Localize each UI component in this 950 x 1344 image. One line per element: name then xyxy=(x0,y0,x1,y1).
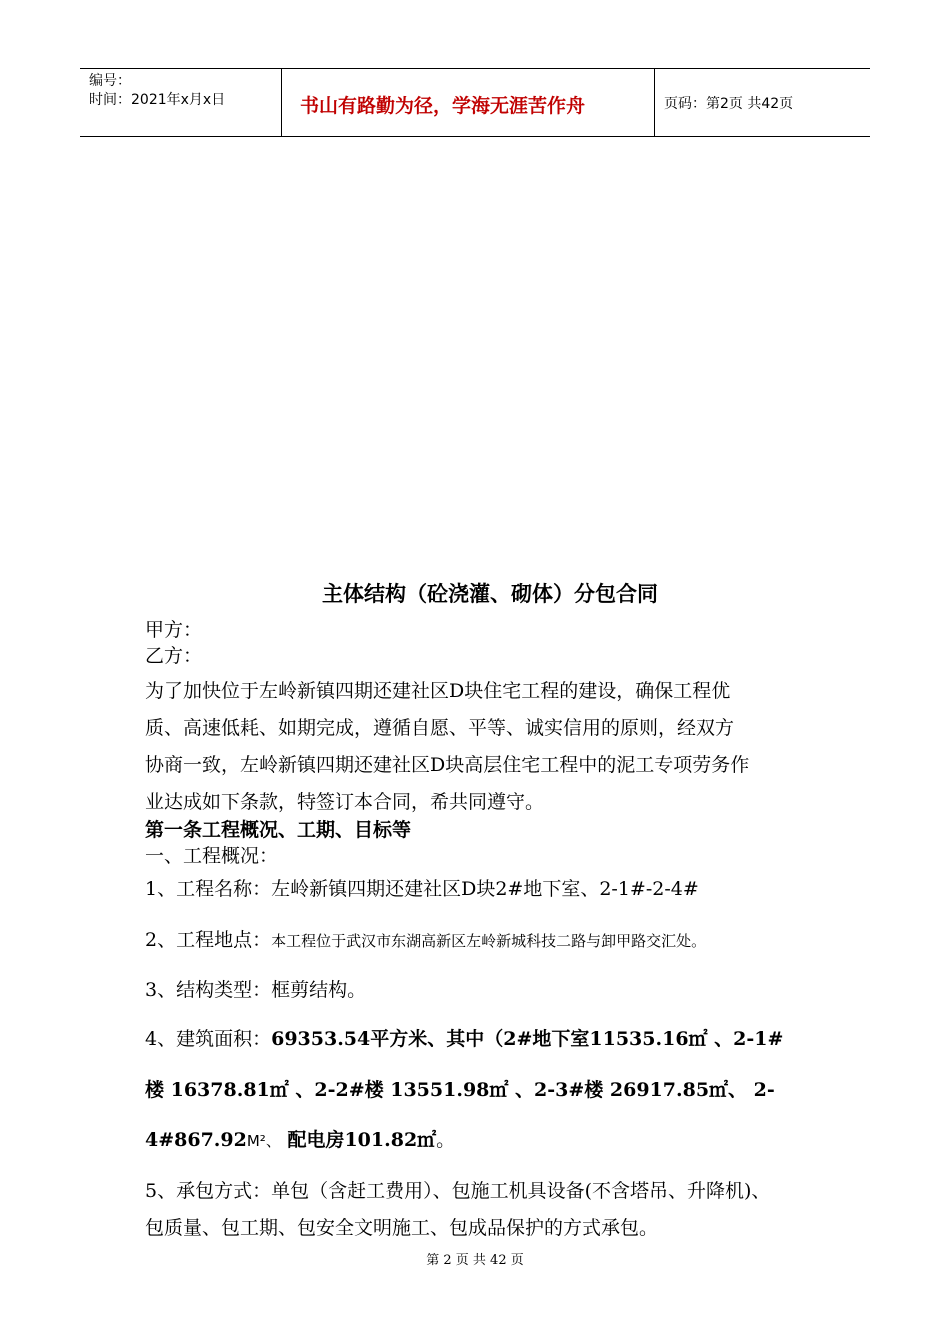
item-building-area-line1: 69353.54平方米、其中（2#地下室11535.16㎡ 、2-1# xyxy=(271,1028,784,1050)
intro-line: 质、高速低耗、如期完成，遵循自愿、平等、诚实信用的原则，经双方 xyxy=(145,717,735,739)
area-line3-unit: M²、 xyxy=(246,1132,281,1150)
item-building-area xyxy=(145,1027,783,1051)
header-divider-right xyxy=(654,68,655,136)
area-line3-end: 。 xyxy=(436,1129,456,1151)
header-time-label: 时间：2021年x月x日 xyxy=(89,92,226,108)
item-project-site xyxy=(145,928,706,953)
article-1-heading: 第一条工程概况、工期、目标等 xyxy=(145,819,412,841)
item-contract-method-line2: 包质量、包工期、包安全文明施工、包成品保护的方式承包。 xyxy=(145,1217,659,1239)
header-number-label: 编号： xyxy=(89,73,131,89)
area-line3-part-a: 4#867.92 xyxy=(145,1129,247,1151)
item-project-site-label: 2、工程地点： xyxy=(145,929,272,951)
item-project-site-value: 本工程位于武汉市东湖高新区左岭新城科技二路与卸甲路交汇处。 xyxy=(271,932,707,950)
contract-title: 主体结构（砼浇灌、砌体）分包合同 xyxy=(322,582,658,606)
party-a-label: 甲方： xyxy=(145,619,203,641)
item-project-name-label: 1、工程名称： xyxy=(145,878,272,900)
intro-line: 为了加快位于左岭新镇四期还建社区D块住宅工程的建设，确保工程优 xyxy=(145,680,731,702)
area-line3-part-b: 配电房101.82㎡ xyxy=(280,1129,437,1151)
intro-line: 业达成如下条款，特签订本合同，希共同遵守。 xyxy=(145,791,545,813)
header-top-border xyxy=(80,68,870,69)
party-b-label: 乙方： xyxy=(145,645,203,667)
header-motto: 书山有路勤为径，学海无涯苦作舟 xyxy=(300,95,586,117)
item-building-area-label: 4、建筑面积： xyxy=(145,1028,272,1050)
header-divider-left xyxy=(281,68,282,136)
section-1-heading: 一、工程概况： xyxy=(145,845,279,867)
item-structure-type: 3、结构类型：框剪结构。 xyxy=(145,979,367,1001)
page-footer: 第 2 页 共 42 页 xyxy=(426,1253,524,1268)
item-project-name-value: 左岭新镇四期还建社区D块2#地下室、2-1#-2-4# xyxy=(271,878,699,900)
item-building-area-line3 xyxy=(145,1128,455,1153)
item-contract-method-line1: 5、承包方式：单包（含赶工费用）、包施工机具设备(不含塔吊、升降机)、 xyxy=(145,1180,771,1202)
item-project-name xyxy=(145,877,699,901)
header-bottom-border xyxy=(80,136,870,137)
item-building-area-line2: 楼 16378.81㎡ 、2-2#楼 13551.98㎡ 、2-3#楼 26917.85㎡、 2- xyxy=(145,1079,775,1101)
header-page-info: 页码：第2页 共42页 xyxy=(664,96,794,112)
intro-line: 协商一致，左岭新镇四期还建社区D块高层住宅工程中的泥工专项劳务作 xyxy=(145,754,750,776)
